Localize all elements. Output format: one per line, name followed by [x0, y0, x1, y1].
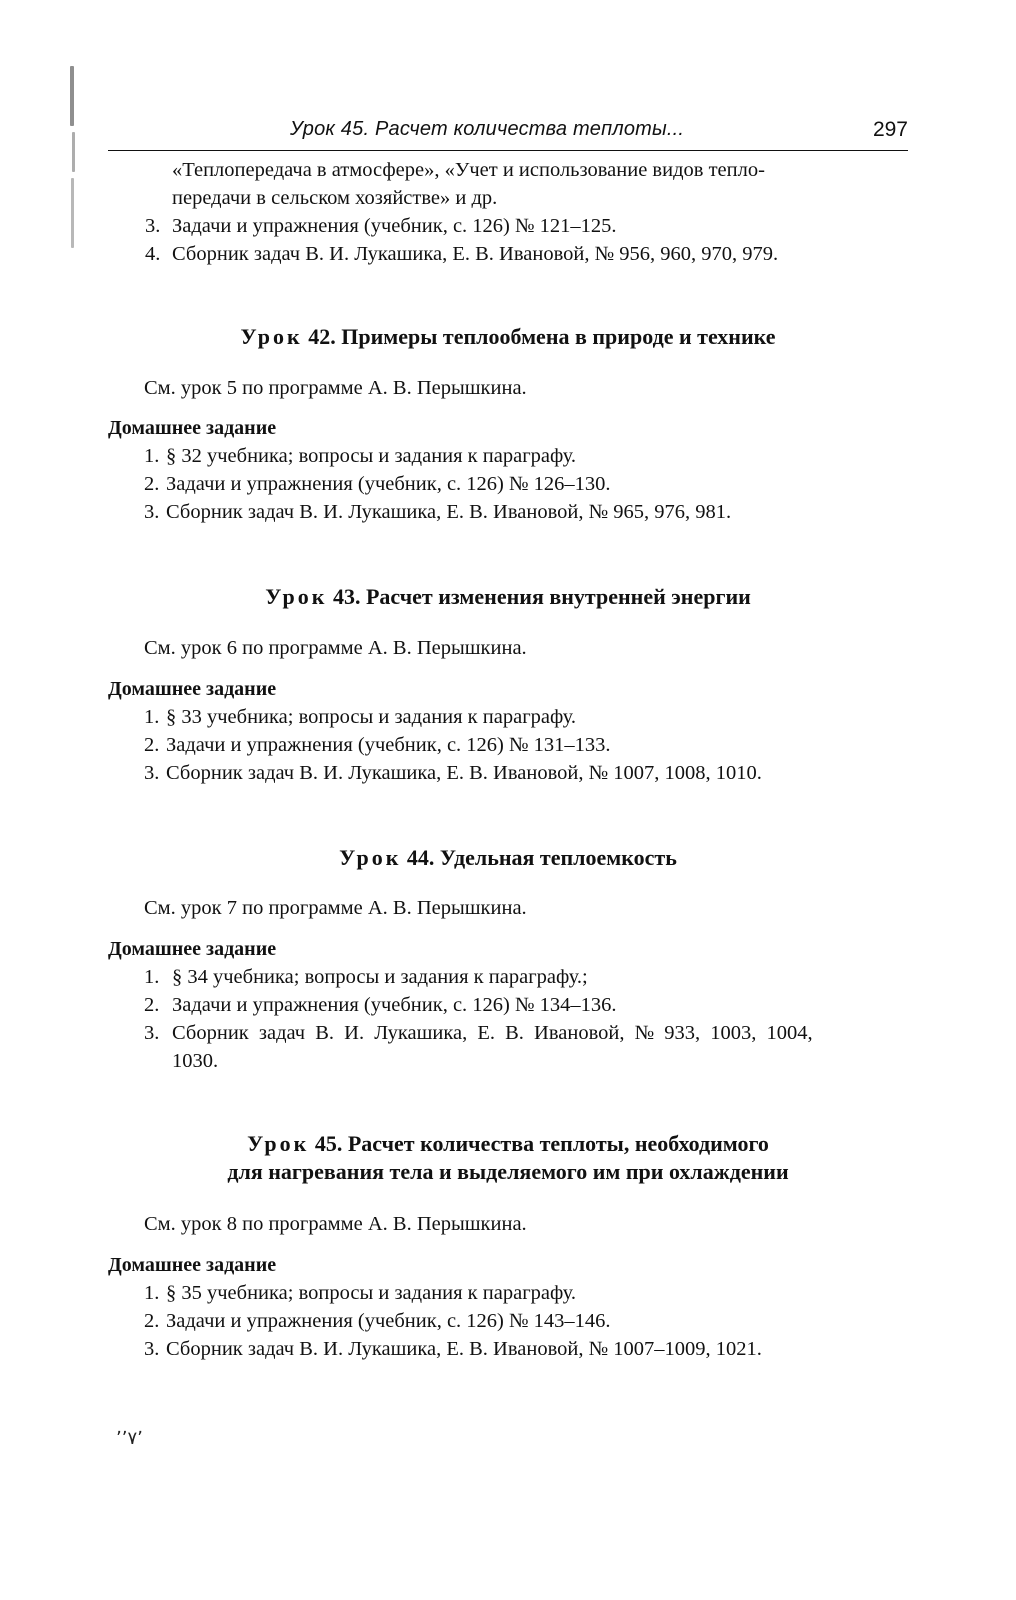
list-item-text: Задачи и упражнения (учебник, с. 126) № 126–130. — [166, 473, 611, 495]
running-header-title: Урок 45. Расчет количества теплоты... — [290, 118, 685, 140]
list-item-number: 2. — [144, 1310, 160, 1332]
list-item-number: 2. — [144, 994, 160, 1016]
list-item-continuation — [144, 1047, 908, 1075]
scan-margin-marks — [66, 66, 86, 266]
lesson-title — [108, 1130, 908, 1186]
list-item-number: 3. — [144, 1022, 160, 1044]
list-item-text: Сборник задач В. И. Лукашика, Е. В. Ивановой, № 1007–1009, 1021. — [166, 1338, 762, 1360]
list-item-text: Задачи и упражнения (учебник, с. 126) № 134–136. — [172, 994, 617, 1016]
list-item-text: 1030. — [172, 1050, 219, 1072]
continuation-line: «Теплопередача в атмосфере», «Учет и использование видов тепло- — [172, 159, 765, 181]
list-item-text: Сборник задач В. И. Лукашика, Е. В. Ивановой, № 933, 1003, 1004, — [172, 1022, 813, 1044]
list-item — [144, 731, 908, 759]
lesson-title-text: 44. Удельная теплоемкость — [406, 845, 677, 870]
list-item — [144, 1335, 908, 1363]
lesson-word: Урок — [265, 584, 328, 609]
list-item-text: § 35 учебника; вопросы и задания к параграфу. — [166, 1282, 577, 1304]
continuation-block — [108, 156, 908, 268]
lesson-reference: См. урок 5 по программе А. В. Перышкина. — [144, 377, 527, 399]
footer-scan-mark: ٬٬٧٬ — [116, 1428, 143, 1448]
lesson-title-line2: для нагревания тела и выделяемого им при охлаждении — [227, 1159, 789, 1184]
lesson-word: Урок — [247, 1131, 310, 1156]
list-item-number: 3. — [144, 501, 160, 523]
homework-list — [144, 442, 908, 526]
lesson-title-text: 45. Расчет количества теплоты, необходимого — [314, 1131, 769, 1156]
list-item-text: § 32 учебника; вопросы и задания к параграфу. — [166, 445, 577, 467]
list-item — [144, 991, 908, 1019]
lesson-word: Урок — [339, 845, 402, 870]
page-number: 297 — [872, 118, 908, 141]
header-rule — [108, 150, 908, 151]
lesson-title-text: 42. Примеры теплообмена в природе и технике — [308, 324, 776, 349]
lesson-word: Урок — [240, 324, 303, 349]
list-item-text: Задачи и упражнения (учебник, с. 126) № 131–133. — [166, 734, 611, 756]
list-item — [144, 1307, 908, 1335]
list-item — [144, 498, 908, 526]
list-item — [108, 240, 908, 268]
list-item-text: Сборник задач В. И. Лукашика, Е. В. Ивановой, № 956, 960, 970, 979. — [172, 243, 779, 265]
list-item — [144, 759, 908, 787]
homework-list — [144, 703, 908, 787]
lesson-title — [108, 323, 908, 351]
homework-heading: Домашнее задание — [108, 678, 277, 700]
continuation-line: передачи в сельском хозяйстве» и др. — [172, 187, 498, 209]
list-item-number: 3. — [144, 1338, 160, 1360]
list-item — [144, 1279, 908, 1307]
homework-list — [144, 963, 908, 1075]
homework-heading: Домашнее задание — [108, 417, 277, 439]
list-item-number: 4. — [145, 243, 161, 265]
homework-list — [144, 1279, 908, 1363]
list-item-number: 1. — [144, 966, 160, 988]
list-item-text: Сборник задач В. И. Лукашика, Е. В. Ивановой, № 1007, 1008, 1010. — [166, 762, 762, 784]
list-item-number: 1. — [144, 445, 160, 467]
running-header — [108, 116, 908, 152]
list-item-text: § 34 учебника; вопросы и задания к параграфу.; — [172, 966, 588, 988]
list-item-text: Задачи и упражнения (учебник, с. 126) № 143–146. — [166, 1310, 611, 1332]
lesson-title — [108, 583, 908, 611]
homework-heading: Домашнее задание — [108, 1254, 277, 1276]
list-item-text: § 33 учебника; вопросы и задания к параграфу. — [166, 706, 577, 728]
list-item-number: 1. — [144, 1282, 160, 1304]
list-item-text: Задачи и упражнения (учебник, с. 126) № 121–125. — [172, 215, 617, 237]
list-item-number: 2. — [144, 473, 160, 495]
homework-heading: Домашнее задание — [108, 938, 277, 960]
lesson-reference: См. урок 7 по программе А. В. Перышкина. — [144, 897, 527, 919]
list-item — [144, 470, 908, 498]
lesson-title — [108, 844, 908, 872]
list-item — [144, 963, 908, 991]
list-item — [144, 703, 908, 731]
lesson-title-text: 43. Расчет изменения внутренней энергии — [332, 584, 751, 609]
list-item-number: 3. — [145, 215, 161, 237]
lesson-reference: См. урок 6 по программе А. В. Перышкина. — [144, 637, 527, 659]
list-item-text: Сборник задач В. И. Лукашика, Е. В. Ивановой, № 965, 976, 981. — [166, 501, 732, 523]
list-item-number: 2. — [144, 734, 160, 756]
lesson-reference: См. урок 8 по программе А. В. Перышкина. — [144, 1213, 527, 1235]
list-item-number: 3. — [144, 762, 160, 784]
list-item — [108, 212, 908, 240]
list-item-number: 1. — [144, 706, 160, 728]
list-item — [144, 1019, 908, 1047]
list-item — [144, 442, 908, 470]
